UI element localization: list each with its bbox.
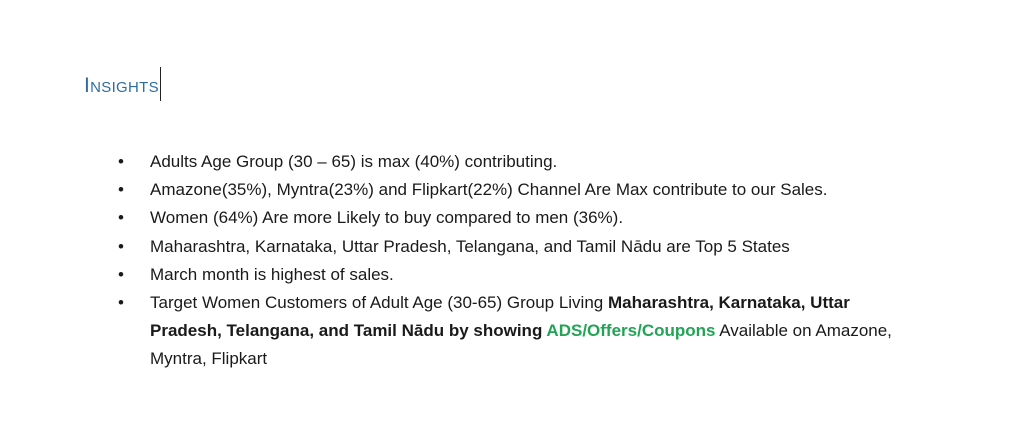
target-suffix-text: Available on Amazone, Myntra, Flipkart <box>150 321 892 369</box>
insights-list <box>118 148 918 374</box>
list-item <box>118 148 918 176</box>
heading-text: Insights <box>84 73 159 97</box>
target-states-text: Maharashtra, Karnataka, Uttar Pradesh, Telangana, and Tamil Nādu by showing <box>150 293 850 341</box>
target-highlight-text: ADS/Offers/Coupons <box>546 321 716 341</box>
list-item-text: Amazone(35%), Myntra(23%) and Flipkart(22%) Channel Are Max contribute to our Sales. <box>150 180 828 200</box>
list-item <box>118 204 918 232</box>
bullet-icon: • <box>118 264 124 284</box>
bullet-icon: • <box>118 208 124 228</box>
bullet-icon: • <box>118 180 124 200</box>
bullet-icon: • <box>118 236 124 256</box>
list-item <box>118 233 918 261</box>
list-item-target <box>118 289 918 374</box>
list-item-text: Maharashtra, Karnataka, Uttar Pradesh, Telangana, and Tamil Nādu are Top 5 States <box>150 236 790 256</box>
list-item <box>118 261 918 289</box>
target-prefix-text: Target Women Customers of Adult Age (30-65) Group Living <box>150 293 608 313</box>
bullet-icon: • <box>118 152 124 171</box>
list-item <box>118 176 918 204</box>
list-item-text: Adults Age Group (30 – 65) is max (40%) contributing. <box>150 152 558 171</box>
list-item-text: March month is highest of sales. <box>150 264 394 284</box>
list-item-text: Women (64%) Are more Likely to buy compared to men (36%). <box>150 208 624 228</box>
bullet-icon: • <box>118 293 124 313</box>
insights-heading <box>84 68 161 102</box>
text-cursor <box>160 67 161 101</box>
